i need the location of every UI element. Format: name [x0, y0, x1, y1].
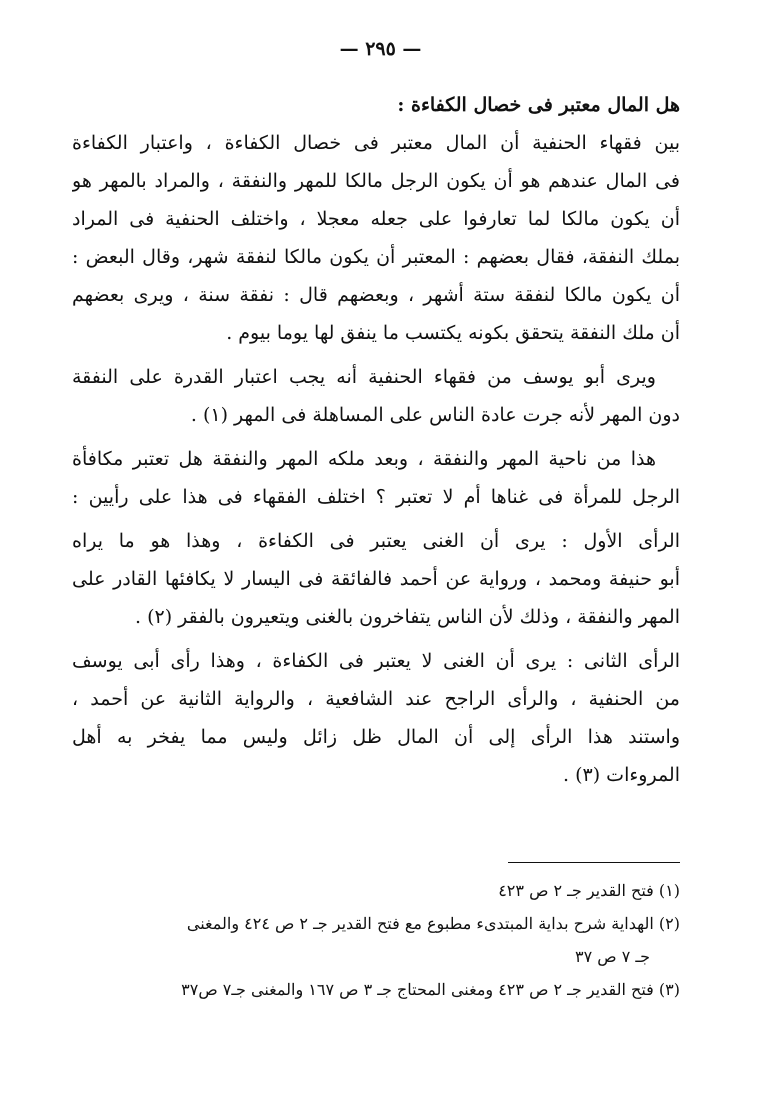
page-number: — ٢٩٥ — — [339, 38, 422, 60]
text-line: فى المال عندهم هو أن يكون الرجل مالكا للمهر والنفقة ، والمراد بالمهر هو — [72, 170, 680, 192]
text-line: ويرى أبو يوسف من فقهاء الحنفية أنه يجب اعتبار القدرة على النفقة — [72, 366, 656, 388]
footnote-separator — [508, 862, 680, 863]
footnote-3: (٣) فتح القدير جـ ٢ ص ٤٢٣ ومغنى المحتاج جـ ٣ ص ١٦٧ والمغنى جـ٧ ص٣٧ — [181, 980, 680, 999]
text-line: المروءات (٣) . — [563, 764, 680, 786]
text-line: المهر والنفقة ، وذلك لأن الناس يتفاخرون بالغنى ويتعيرون بالفقر (٢) . — [134, 606, 680, 628]
text-line: بملك النفقة، فقال بعضهم : المعتبر أن يكون مالكا لنفقة شهر، وقال البعض : — [72, 246, 680, 268]
text-line: أبو حنيفة ومحمد ، ورواية عن أحمد فالفائقة فى اليسار لا يكافئها القادر على — [72, 568, 680, 590]
text-line: أن يكون مالكا لنفقة ستة أشهر ، وبعضهم قال : نفقة سنة ، ويرى بعضهم — [72, 284, 680, 306]
text-line: بين فقهاء الحنفية أن المال معتبر فى خصال الكفاءة ، واعتبار الكفاءة — [72, 132, 680, 154]
text-line: الرجل للمرأة فى غناها أم لا تعتبر ؟ اختلف الفقهاء فى هذا على رأيين : — [72, 486, 680, 508]
paragraph-2 — [72, 358, 680, 434]
paragraph-1 — [72, 124, 680, 352]
text-line: دون المهر لأنه جرت عادة الناس على المساهلة فى المهر (١) . — [190, 404, 680, 426]
text-line: من الحنفية ، والرأى الراجح عند الشافعية ، والرواية الثانية عن أحمد ، — [72, 688, 680, 710]
text-line: أن ملك النفقة يتحقق بكونه يكتسب ما ينفق لها يوما بيوم . — [226, 322, 680, 344]
paragraph-3 — [72, 440, 680, 516]
text-line: الرأى الأول : يرى أن الغنى يعتبر فى الكفاءة ، وهذا هو ما يراه — [72, 530, 680, 552]
text-line: واستند هذا الرأى إلى أن المال ظل زائل وليس مما يفخر به أهل — [72, 726, 680, 748]
paragraph-5 — [72, 642, 680, 794]
main-text — [72, 86, 680, 794]
footnote-2-continued: جـ ٧ ص ٣٧ — [575, 947, 650, 966]
paragraph-4 — [72, 522, 680, 636]
text-line: هذا من ناحية المهر والنفقة ، وبعد ملكه المهر والنفقة هل تعتبر مكافأة — [72, 448, 656, 470]
footnote-2: (٢) الهداية شرح بداية المبتدىء مطبوع مع فتح القدير جـ ٢ ص ٤٢٤ والمغنى — [186, 914, 680, 933]
footnote-1: (١) فتح القدير جـ ٢ ص ٤٢٣ — [498, 881, 680, 900]
section-heading: هل المال معتبر فى خصال الكفاءة : — [397, 94, 680, 116]
footnotes — [72, 874, 680, 1006]
text-line: أن يكون مالكا لما تعارفوا على جعله معجلا ، واختلف الحنفية فى المراد — [72, 208, 680, 230]
text-line: الرأى الثانى : يرى أن الغنى لا يعتبر فى الكفاءة ، وهذا رأى أبى يوسف — [72, 650, 680, 672]
